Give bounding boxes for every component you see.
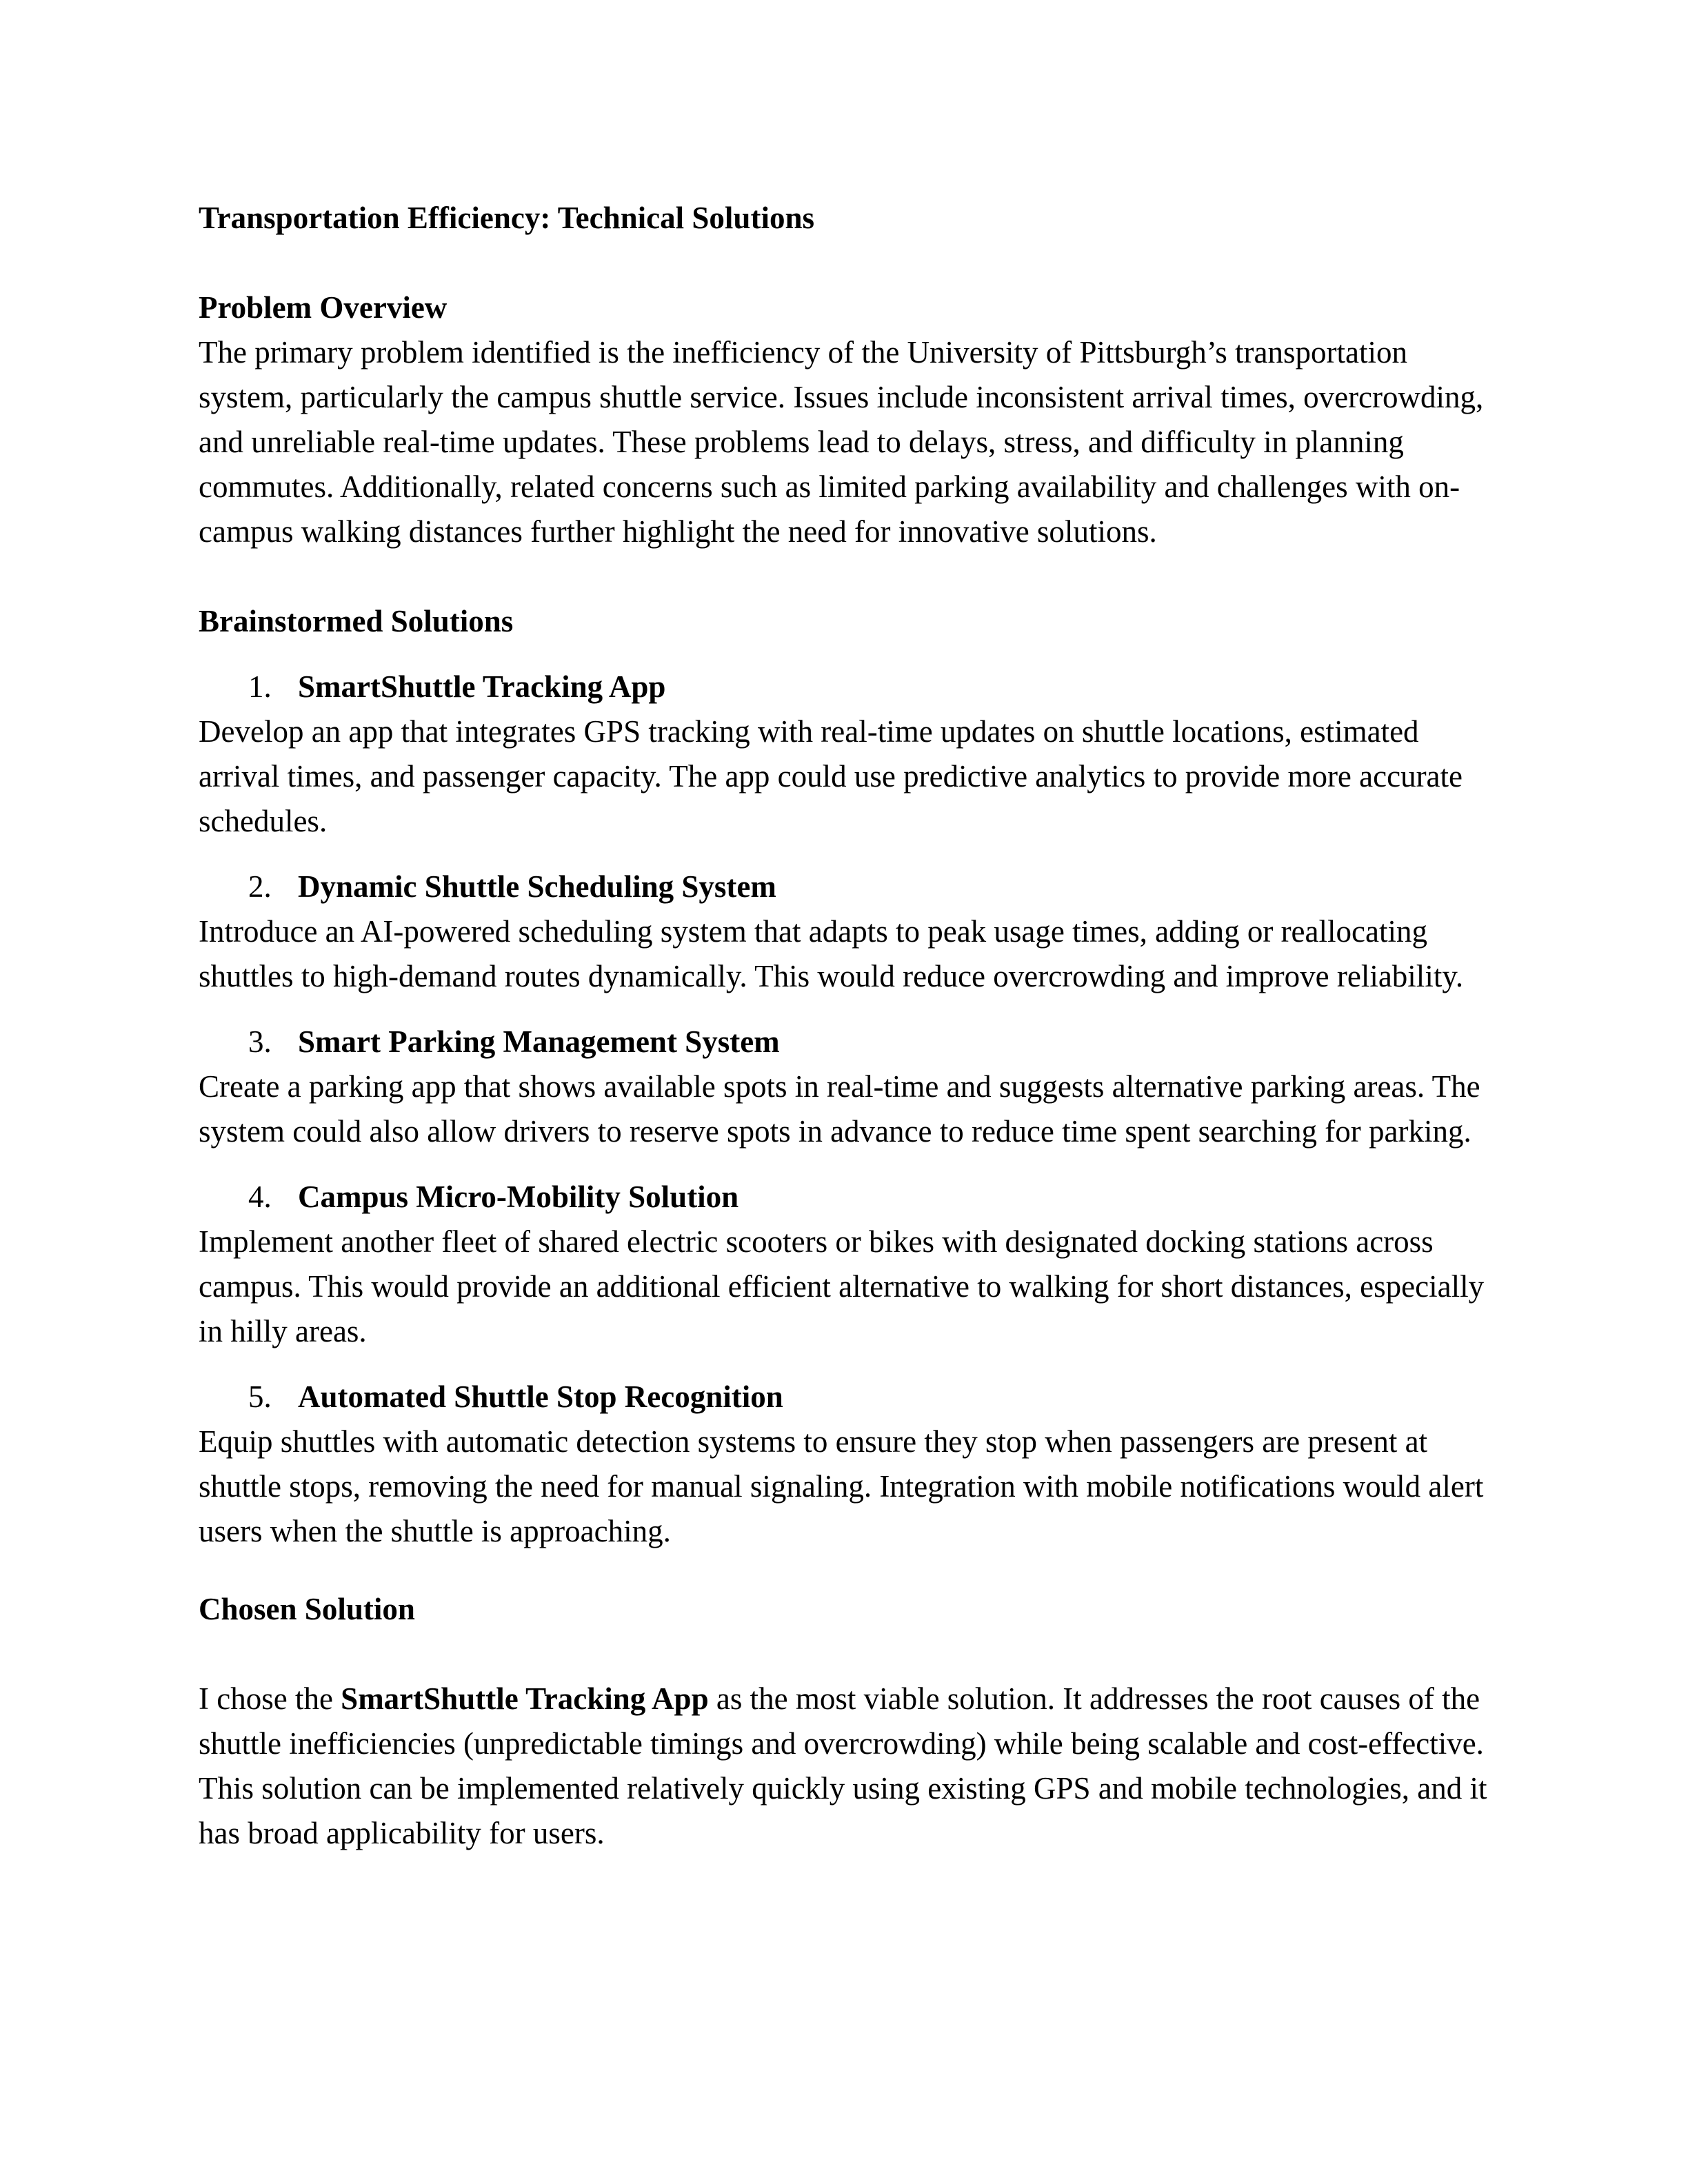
list-item-5-heading	[199, 1375, 1489, 1419]
list-item-3-number: 3.	[248, 1024, 272, 1059]
list-item-5-title: Automated Shuttle Stop Recognition	[298, 1379, 783, 1414]
list-item-3-heading	[199, 1020, 1489, 1064]
list-item-2-body: Introduce an AI-powered scheduling system that adapts to peak usage times, adding or reallocating shuttles to high-demand routes dynamically. This would reduce overcrowding and improve reliability.	[199, 914, 1464, 993]
list-item-5	[199, 1375, 1489, 1554]
list-item-1-title: SmartShuttle Tracking App	[298, 669, 666, 704]
list-item-3-body: Create a parking app that shows available spots in real-time and suggests alternative parking areas. The system could also allow drivers to reserve spots in advance to reduce time spent searching for parking.	[199, 1069, 1480, 1149]
list-item-1-body: Develop an app that integrates GPS tracking with real-time updates on shuttle locations, estimated arrival times, and passenger capacity. The app could use predictive analytics to provide more accurate schedules.	[199, 714, 1463, 838]
list-item-3	[199, 1020, 1489, 1154]
document-title: Transportation Efficiency: Technical Solutions	[199, 201, 814, 235]
list-item-4-body: Implement another fleet of shared electric scooters or bikes with designated docking stations across campus. This would provide an additional efficient alternative to walking for short distances, especially in hilly areas.	[199, 1224, 1485, 1348]
heading-problem-overview: Problem Overview	[199, 290, 448, 325]
heading-chosen-solution: Chosen Solution	[199, 1592, 415, 1626]
list-item-2-number: 2.	[248, 869, 272, 904]
list-item-1-number: 1.	[248, 669, 272, 704]
section-chosen-solution	[199, 1587, 1489, 1856]
list-item-4	[199, 1175, 1489, 1354]
section-brainstormed-solutions	[199, 599, 1489, 1554]
heading-brainstormed-solutions: Brainstormed Solutions	[199, 604, 514, 638]
paragraph-problem-overview: The primary problem identified is the inefficiency of the University of Pittsburgh’s transportation system, particularly the campus shuttle service. Issues include inconsistent arrival times, overcrowding, and unreliable real-time updates. These problems lead to delays, stress, and difficulty in planning commutes. Additionally, related concerns such as limited parking availability and challenges with on-campus walking distances further highlight the need for innovative solutions.	[199, 335, 1484, 549]
list-item-2-heading	[199, 865, 1489, 909]
list-item-3-title: Smart Parking Management System	[298, 1024, 780, 1059]
list-item-1	[199, 665, 1489, 844]
list-item-2	[199, 865, 1489, 999]
list-item-1-heading	[199, 665, 1489, 709]
list-item-5-number: 5.	[248, 1379, 272, 1414]
paragraph-chosen-solution: I chose the SmartShuttle Tracking App as the most viable solution. It addresses the root causes of the shuttle inefficiencies (unpredictable timings and overcrowding) while being scalable and cost-effective. This solution can be implemented relatively quickly using existing GPS and mobile technologies, and it has broad applicability for users.	[199, 1681, 1487, 1850]
list-item-4-heading	[199, 1175, 1489, 1220]
section-problem-overview	[199, 285, 1489, 554]
list-item-4-number: 4.	[248, 1180, 272, 1214]
list-item-5-body: Equip shuttles with automatic detection systems to ensure they stop when passengers are present at shuttle stops, removing the need for manual signaling. Integration with mobile notifications would alert users when the shuttle is approaching.	[199, 1424, 1484, 1548]
list-item-2-title: Dynamic Shuttle Scheduling System	[298, 869, 776, 904]
list-item-4-title: Campus Micro-Mobility Solution	[298, 1180, 739, 1214]
